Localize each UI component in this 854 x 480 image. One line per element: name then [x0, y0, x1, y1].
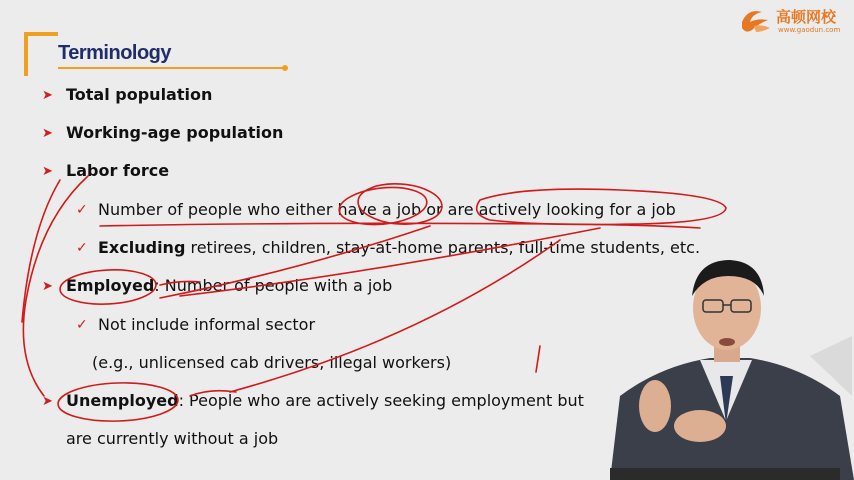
logo-url: www.gaodun.com [778, 26, 841, 34]
bullet-arrow-icon: ➤ [42, 126, 53, 141]
item-term: Employed [66, 276, 155, 295]
item-unemployed [66, 391, 584, 410]
item-text: : Number of people with a job [154, 276, 393, 295]
item-term: Working-age population [66, 123, 284, 142]
bullet-arrow-icon: ➤ [42, 279, 53, 294]
title-bracket-decoration [24, 32, 58, 76]
bullet-arrow-icon: ➤ [42, 394, 53, 409]
item-term: Labor force [66, 161, 170, 180]
slide-title: Terminology [58, 42, 172, 64]
item-term: Unemployed [66, 391, 179, 410]
item-text: retirees, children, stay-at-home parents, full-time students, etc. [185, 238, 701, 257]
presenter-desk [610, 468, 840, 480]
bullet-arrow-icon: ➤ [42, 88, 53, 103]
sub-informal-sector [98, 315, 315, 334]
item-text: Not include informal sector [98, 315, 316, 334]
check-icon: ✓ [76, 202, 88, 218]
item-term: Excluding [98, 238, 186, 257]
item-term: Total population [66, 85, 213, 104]
sub-example [92, 353, 451, 372]
logo-text: 高顿网校 [776, 8, 837, 26]
item-text: Number of people who either have a job or are actively looking for a job [98, 200, 676, 219]
gaodun-logo [738, 4, 850, 40]
title-underline-dot [282, 65, 288, 71]
presenter-video [600, 246, 854, 480]
sub-labor-force-definition [98, 200, 676, 219]
item-total-population [66, 85, 212, 104]
bullet-arrow-icon: ➤ [42, 164, 53, 179]
item-working-age [66, 123, 283, 142]
gaodun-logo-icon [738, 6, 772, 36]
item-labor-force [66, 161, 169, 180]
check-icon: ✓ [76, 240, 88, 256]
check-icon: ✓ [76, 317, 88, 333]
item-text: are currently without a job [66, 429, 279, 448]
title-underline [58, 67, 286, 69]
item-text: : People who are actively seeking employment but [178, 391, 584, 410]
item-employed [66, 276, 392, 295]
item-text: (e.g., unlicensed cab drivers, illegal workers) [92, 353, 452, 372]
item-unemployed-cont [66, 429, 278, 448]
